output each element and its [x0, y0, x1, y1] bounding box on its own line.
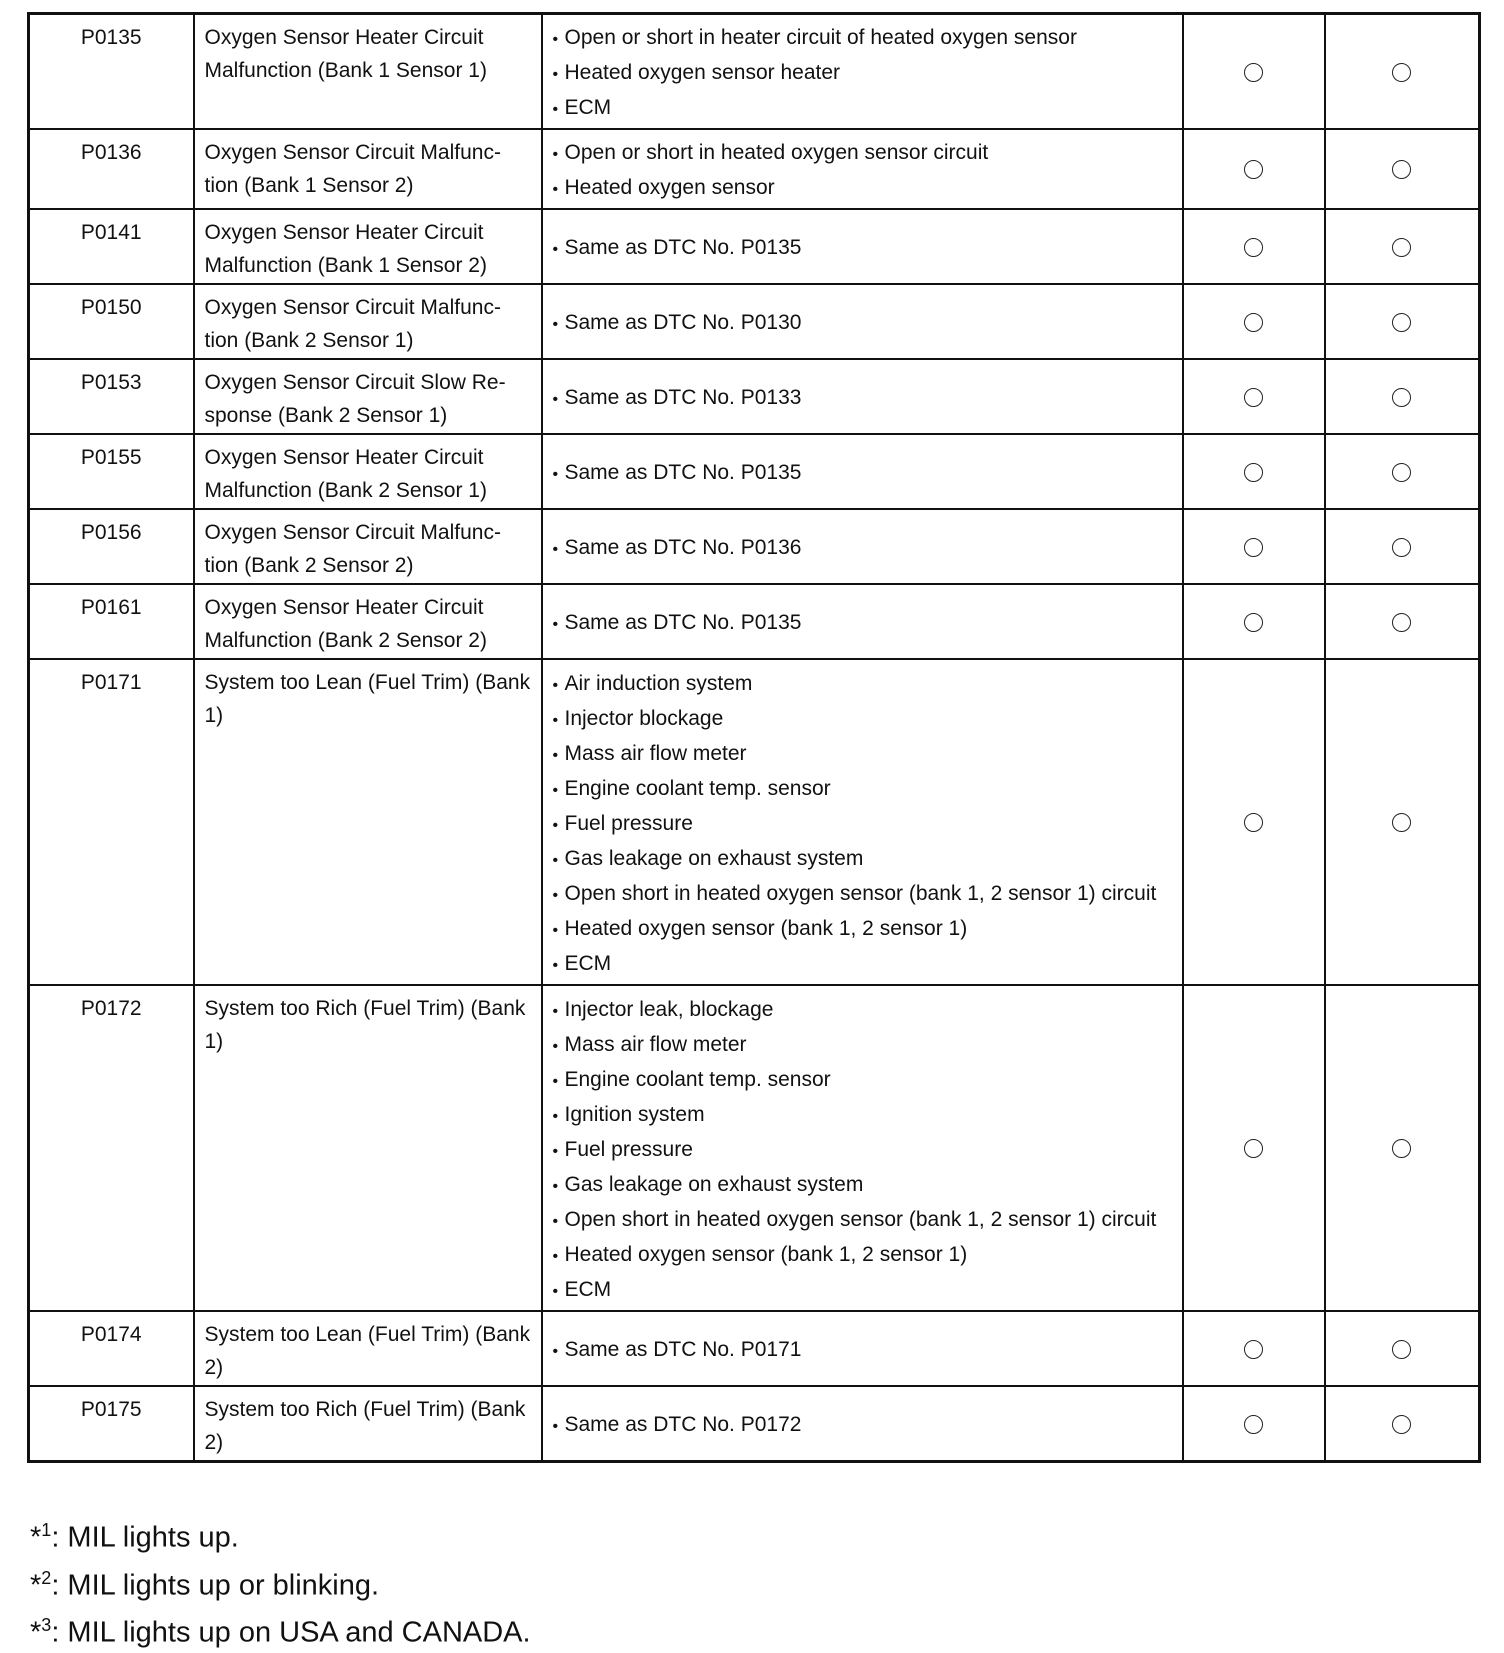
memory-indicator-cell [1325, 434, 1480, 509]
dtc-code: P0155 [29, 434, 194, 509]
trouble-area-item: • Engine coolant temp. sensor [553, 1063, 1172, 1098]
trouble-area [542, 434, 1183, 509]
dtc-code: P0136 [29, 129, 194, 209]
trouble-area-item: • Heated oxygen sensor heater [553, 56, 1172, 91]
mil-indicator-cell [1183, 584, 1325, 659]
memory-indicator-cell [1325, 584, 1480, 659]
trouble-area [542, 284, 1183, 359]
circle-icon [1392, 63, 1411, 82]
table-row [29, 14, 1480, 130]
trouble-area-item: • Injector blockage [553, 702, 1172, 737]
trouble-area-item: • Open short in heated oxygen sensor (bank 1, 2 sensor 1) circuit [553, 877, 1172, 912]
dtc-code: P0161 [29, 584, 194, 659]
dtc-code: P0172 [29, 985, 194, 1311]
dtc-code: P0174 [29, 1311, 194, 1386]
memory-indicator-cell [1325, 14, 1480, 130]
trouble-area [542, 129, 1183, 209]
trouble-area-item: • Heated oxygen sensor (bank 1, 2 sensor 1) [553, 1238, 1172, 1273]
diagnostic-item: Oxygen Sensor Heater Circuit Malfunction (Bank 2 Sensor 1) [194, 434, 542, 509]
trouble-area-item: • Same as DTC No. P0136 [553, 531, 1172, 566]
trouble-area [542, 359, 1183, 434]
dtc-code: P0171 [29, 659, 194, 985]
trouble-area-item: • Gas leakage on exhaust system [553, 842, 1172, 877]
circle-icon [1244, 388, 1263, 407]
memory-indicator-cell [1325, 985, 1480, 1311]
footnotes [30, 1510, 531, 1653]
mil-indicator-cell [1183, 209, 1325, 284]
circle-icon [1392, 1415, 1411, 1434]
dtc-code: P0150 [29, 284, 194, 359]
trouble-area-item: • Gas leakage on exhaust system [553, 1168, 1172, 1203]
trouble-area [542, 584, 1183, 659]
table-row [29, 209, 1480, 284]
trouble-area-item: • Heated oxygen sensor (bank 1, 2 sensor 1) [553, 912, 1172, 947]
table-row [29, 584, 1480, 659]
mil-indicator-cell [1183, 434, 1325, 509]
circle-icon [1244, 813, 1263, 832]
circle-icon [1392, 1139, 1411, 1158]
circle-icon [1244, 538, 1263, 557]
diagnostic-item: Oxygen Sensor Circuit Malfunc-tion (Bank 2 Sensor 2) [194, 509, 542, 584]
trouble-area [542, 14, 1183, 130]
trouble-area [542, 509, 1183, 584]
trouble-area-item: • ECM [553, 1273, 1172, 1308]
trouble-area [542, 985, 1183, 1311]
circle-icon [1392, 613, 1411, 632]
mil-indicator-cell [1183, 1386, 1325, 1461]
memory-indicator-cell [1325, 1311, 1480, 1386]
trouble-area-item: • Mass air flow meter [553, 1028, 1172, 1063]
trouble-area-item: • ECM [553, 91, 1172, 126]
trouble-area-item: • Same as DTC No. P0130 [553, 306, 1172, 341]
trouble-area-item: • Same as DTC No. P0135 [553, 606, 1172, 641]
circle-icon [1392, 463, 1411, 482]
dtc-code: P0175 [29, 1386, 194, 1461]
mil-indicator-cell [1183, 985, 1325, 1311]
diagnostic-item: System too Rich (Fuel Trim) (Bank 2) [194, 1386, 542, 1461]
trouble-area-item: • Same as DTC No. P0135 [553, 456, 1172, 491]
memory-indicator-cell [1325, 359, 1480, 434]
diagnostic-item: System too Rich (Fuel Trim) (Bank 1) [194, 985, 542, 1311]
circle-icon [1244, 1139, 1263, 1158]
table-row [29, 985, 1480, 1311]
circle-icon [1392, 1340, 1411, 1359]
memory-indicator-cell [1325, 509, 1480, 584]
mil-indicator-cell [1183, 509, 1325, 584]
trouble-area-item: • Fuel pressure [553, 807, 1172, 842]
trouble-area [542, 659, 1183, 985]
trouble-area-item: • Fuel pressure [553, 1133, 1172, 1168]
memory-indicator-cell [1325, 129, 1480, 209]
footnote: *$^1$: MIL lights up. [30, 1520, 239, 1554]
dtc-code: P0156 [29, 509, 194, 584]
table-row [29, 359, 1480, 434]
trouble-area-item: • Mass air flow meter [553, 737, 1172, 772]
dtc-code: P0141 [29, 209, 194, 284]
footnote: *$^2$: MIL lights up or blinking. [30, 1567, 380, 1602]
trouble-area-item: • Heated oxygen sensor [553, 171, 1172, 206]
memory-indicator-cell [1325, 284, 1480, 359]
circle-icon [1392, 388, 1411, 407]
table-row [29, 1386, 1480, 1461]
memory-indicator-cell [1325, 209, 1480, 284]
circle-icon [1392, 538, 1411, 557]
circle-icon [1244, 63, 1263, 82]
trouble-area-item: • Open or short in heated oxygen sensor circuit [553, 136, 1172, 171]
trouble-area-item: • Same as DTC No. P0135 [553, 231, 1172, 266]
trouble-area-item: • Engine coolant temp. sensor [553, 772, 1172, 807]
circle-icon [1244, 463, 1263, 482]
memory-indicator-cell [1325, 1386, 1480, 1461]
memory-indicator-cell [1325, 659, 1480, 985]
trouble-area [542, 209, 1183, 284]
circle-icon [1392, 238, 1411, 257]
table-row [29, 284, 1480, 359]
diagnostic-item: Oxygen Sensor Circuit Malfunc-tion (Bank 1 Sensor 2) [194, 129, 542, 209]
diagnostic-item: Oxygen Sensor Circuit Malfunc-tion (Bank 2 Sensor 1) [194, 284, 542, 359]
trouble-area-item: • Open short in heated oxygen sensor (bank 1, 2 sensor 1) circuit [553, 1203, 1172, 1238]
circle-icon [1392, 313, 1411, 332]
diagnostic-item: Oxygen Sensor Heater Circuit Malfunction (Bank 2 Sensor 2) [194, 584, 542, 659]
circle-icon [1392, 160, 1411, 179]
trouble-area-item: • ECM [553, 947, 1172, 982]
dtc-code: P0135 [29, 14, 194, 130]
circle-icon [1244, 1340, 1263, 1359]
mil-indicator-cell [1183, 659, 1325, 985]
circle-icon [1244, 238, 1263, 257]
circle-icon [1244, 160, 1263, 179]
diagnostic-item: System too Lean (Fuel Trim) (Bank 2) [194, 1311, 542, 1386]
table-row [29, 659, 1480, 985]
table-row [29, 129, 1480, 209]
footnote: *$^3$: MIL lights up on USA and CANADA. [30, 1615, 531, 1649]
mil-indicator-cell [1183, 284, 1325, 359]
trouble-area-item: • Ignition system [553, 1098, 1172, 1133]
dtc-table-body [29, 14, 1480, 1462]
mil-indicator-cell [1183, 359, 1325, 434]
table-row [29, 434, 1480, 509]
trouble-area-item: • Same as DTC No. P0171 [553, 1333, 1172, 1368]
diagnostic-item: Oxygen Sensor Circuit Slow Re-sponse (Bank 2 Sensor 1) [194, 359, 542, 434]
trouble-area-item: • Same as DTC No. P0172 [553, 1408, 1172, 1443]
circle-icon [1244, 613, 1263, 632]
circle-icon [1244, 313, 1263, 332]
diagnostic-item: Oxygen Sensor Heater Circuit Malfunction (Bank 1 Sensor 2) [194, 209, 542, 284]
mil-indicator-cell [1183, 1311, 1325, 1386]
trouble-area-item: • Air induction system [553, 667, 1172, 702]
circle-icon [1392, 813, 1411, 832]
trouble-area-item: • Injector leak, blockage [553, 993, 1172, 1028]
mil-indicator-cell [1183, 14, 1325, 130]
trouble-area-item: • Open or short in heater circuit of heated oxygen sensor [553, 21, 1172, 56]
table-row [29, 1311, 1480, 1386]
diagnostic-item: Oxygen Sensor Heater Circuit Malfunction (Bank 1 Sensor 1) [194, 14, 542, 130]
trouble-area [542, 1311, 1183, 1386]
dtc-table [27, 12, 1481, 1463]
dtc-code: P0153 [29, 359, 194, 434]
trouble-area-item: • Same as DTC No. P0133 [553, 381, 1172, 416]
mil-indicator-cell [1183, 129, 1325, 209]
circle-icon [1244, 1415, 1263, 1434]
diagnostic-item: System too Lean (Fuel Trim) (Bank 1) [194, 659, 542, 985]
table-row [29, 509, 1480, 584]
trouble-area [542, 1386, 1183, 1461]
